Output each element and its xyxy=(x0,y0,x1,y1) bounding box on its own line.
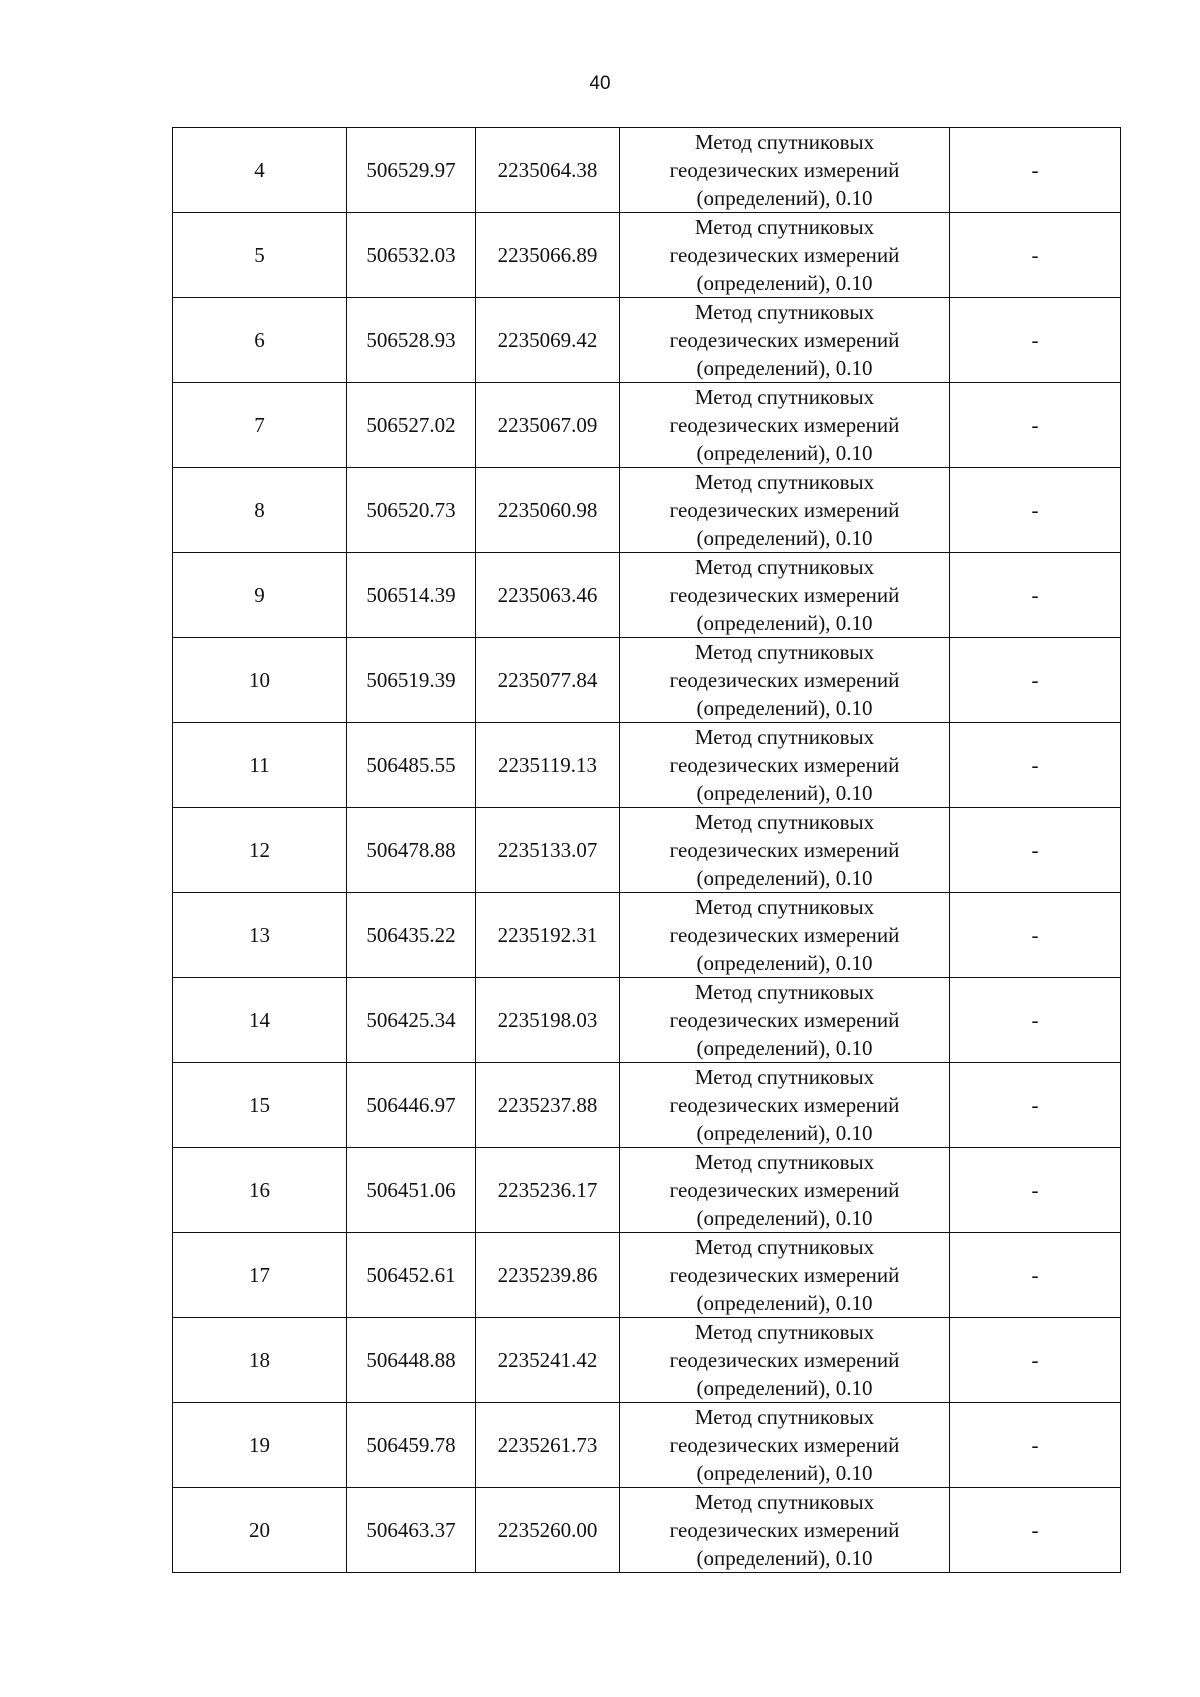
method-line-1: Метод спутниковых xyxy=(694,1405,875,1429)
method-line-3: (определений), 0.10 xyxy=(696,611,873,635)
x-coordinate-cell: 506529.97 xyxy=(347,128,476,213)
method-cell xyxy=(620,1148,950,1233)
point-number-cell: 17 xyxy=(173,1233,347,1318)
method-line-2: геодезических измерений xyxy=(669,923,900,947)
method-line-1: Метод спутниковых xyxy=(694,895,875,919)
y-coordinate-cell: 2235237.88 xyxy=(476,1063,620,1148)
point-number-cell: 12 xyxy=(173,808,347,893)
point-number-cell: 15 xyxy=(173,1063,347,1148)
note-cell: - xyxy=(950,1318,1121,1403)
y-coordinate-cell: 2235260.00 xyxy=(476,1488,620,1573)
method-line-3: (определений), 0.10 xyxy=(696,1291,873,1315)
table-row xyxy=(173,893,1121,978)
method-cell xyxy=(620,1063,950,1148)
method-line-3: (определений), 0.10 xyxy=(696,696,873,720)
y-coordinate-cell: 2235239.86 xyxy=(476,1233,620,1318)
note-cell: - xyxy=(950,1403,1121,1488)
method-line-3: (определений), 0.10 xyxy=(696,1036,873,1060)
note-cell: - xyxy=(950,383,1121,468)
point-number-cell: 16 xyxy=(173,1148,347,1233)
note-cell: - xyxy=(950,1063,1121,1148)
point-number-cell: 13 xyxy=(173,893,347,978)
method-cell xyxy=(620,1233,950,1318)
y-coordinate-cell: 2235063.46 xyxy=(476,553,620,638)
method-line-3: (определений), 0.10 xyxy=(696,866,873,890)
method-line-3: (определений), 0.10 xyxy=(696,441,873,465)
method-line-2: геодезических измерений xyxy=(669,328,900,352)
table-row xyxy=(173,1233,1121,1318)
table-row xyxy=(173,298,1121,383)
method-line-3: (определений), 0.10 xyxy=(696,271,873,295)
method-line-2: геодезических измерений xyxy=(669,1178,900,1202)
method-line-1: Метод спутниковых xyxy=(694,1235,875,1259)
table-row xyxy=(173,638,1121,723)
method-line-1: Метод спутниковых xyxy=(694,385,875,409)
note-cell: - xyxy=(950,723,1121,808)
method-line-3: (определений), 0.10 xyxy=(696,1546,873,1570)
x-coordinate-cell: 506463.37 xyxy=(347,1488,476,1573)
method-cell xyxy=(620,808,950,893)
table-row xyxy=(173,1148,1121,1233)
point-number-cell: 4 xyxy=(173,128,347,213)
table-row xyxy=(173,468,1121,553)
method-line-2: геодезических измерений xyxy=(669,413,900,437)
x-coordinate-cell: 506532.03 xyxy=(347,213,476,298)
method-line-2: геодезических измерений xyxy=(669,1518,900,1542)
y-coordinate-cell: 2235119.13 xyxy=(476,723,620,808)
method-cell xyxy=(620,298,950,383)
method-line-3: (определений), 0.10 xyxy=(696,1461,873,1485)
method-line-1: Метод спутниковых xyxy=(694,555,875,579)
page-number: 40 xyxy=(589,73,611,94)
table-row xyxy=(173,978,1121,1063)
coordinates-table-body xyxy=(173,128,1121,1573)
note-cell: - xyxy=(950,978,1121,1063)
y-coordinate-cell: 2235198.03 xyxy=(476,978,620,1063)
method-line-1: Метод спутниковых xyxy=(694,810,875,834)
method-cell xyxy=(620,1403,950,1488)
x-coordinate-cell: 506459.78 xyxy=(347,1403,476,1488)
x-coordinate-cell: 506485.55 xyxy=(347,723,476,808)
point-number-cell: 18 xyxy=(173,1318,347,1403)
method-line-3: (определений), 0.10 xyxy=(696,186,873,210)
point-number-cell: 6 xyxy=(173,298,347,383)
note-cell: - xyxy=(950,298,1121,383)
note-cell: - xyxy=(950,1233,1121,1318)
table-row xyxy=(173,1403,1121,1488)
table-row xyxy=(173,1318,1121,1403)
table-row xyxy=(173,213,1121,298)
method-line-1: Метод спутниковых xyxy=(694,1150,875,1174)
table-row xyxy=(173,383,1121,468)
point-number-cell: 20 xyxy=(173,1488,347,1573)
method-line-3: (определений), 0.10 xyxy=(696,951,873,975)
x-coordinate-cell: 506519.39 xyxy=(347,638,476,723)
x-coordinate-cell: 506435.22 xyxy=(347,893,476,978)
method-cell xyxy=(620,213,950,298)
method-line-2: геодезических измерений xyxy=(669,243,900,267)
method-line-2: геодезических измерений xyxy=(669,158,900,182)
table-row xyxy=(173,808,1121,893)
method-line-1: Метод спутниковых xyxy=(694,980,875,1004)
note-cell: - xyxy=(950,638,1121,723)
method-cell xyxy=(620,638,950,723)
table-row xyxy=(173,553,1121,638)
x-coordinate-cell: 506528.93 xyxy=(347,298,476,383)
x-coordinate-cell: 506514.39 xyxy=(347,553,476,638)
point-number-cell: 9 xyxy=(173,553,347,638)
method-cell xyxy=(620,553,950,638)
method-line-3: (определений), 0.10 xyxy=(696,1121,873,1145)
y-coordinate-cell: 2235261.73 xyxy=(476,1403,620,1488)
method-line-2: геодезических измерений xyxy=(669,498,900,522)
method-line-1: Метод спутниковых xyxy=(694,130,875,154)
method-line-3: (определений), 0.10 xyxy=(696,1376,873,1400)
method-line-1: Метод спутниковых xyxy=(694,470,875,494)
method-line-1: Метод спутниковых xyxy=(694,1320,875,1344)
method-cell xyxy=(620,723,950,808)
note-cell: - xyxy=(950,1148,1121,1233)
table-row xyxy=(173,1488,1121,1573)
note-cell: - xyxy=(950,128,1121,213)
note-cell: - xyxy=(950,893,1121,978)
method-cell xyxy=(620,468,950,553)
note-cell: - xyxy=(950,553,1121,638)
y-coordinate-cell: 2235066.89 xyxy=(476,213,620,298)
point-number-cell: 7 xyxy=(173,383,347,468)
coordinates-table xyxy=(172,127,1121,1573)
method-cell xyxy=(620,383,950,468)
y-coordinate-cell: 2235069.42 xyxy=(476,298,620,383)
table-row xyxy=(173,1063,1121,1148)
method-line-3: (определений), 0.10 xyxy=(696,526,873,550)
point-number-cell: 5 xyxy=(173,213,347,298)
method-line-2: геодезических измерений xyxy=(669,583,900,607)
x-coordinate-cell: 506527.02 xyxy=(347,383,476,468)
method-cell xyxy=(620,1318,950,1403)
x-coordinate-cell: 506452.61 xyxy=(347,1233,476,1318)
method-line-3: (определений), 0.10 xyxy=(696,356,873,380)
method-cell xyxy=(620,1488,950,1573)
method-line-2: геодезических измерений xyxy=(669,668,900,692)
method-line-1: Метод спутниковых xyxy=(694,300,875,324)
method-line-2: геодезических измерений xyxy=(669,1093,900,1117)
point-number-cell: 14 xyxy=(173,978,347,1063)
x-coordinate-cell: 506448.88 xyxy=(347,1318,476,1403)
y-coordinate-cell: 2235133.07 xyxy=(476,808,620,893)
x-coordinate-cell: 506425.34 xyxy=(347,978,476,1063)
point-number-cell: 8 xyxy=(173,468,347,553)
point-number-cell: 11 xyxy=(173,723,347,808)
y-coordinate-cell: 2235192.31 xyxy=(476,893,620,978)
y-coordinate-cell: 2235060.98 xyxy=(476,468,620,553)
note-cell: - xyxy=(950,468,1121,553)
method-line-1: Метод спутниковых xyxy=(694,1490,875,1514)
method-line-2: геодезических измерений xyxy=(669,1433,900,1457)
x-coordinate-cell: 506446.97 xyxy=(347,1063,476,1148)
method-line-2: геодезических измерений xyxy=(669,753,900,777)
table-row xyxy=(173,723,1121,808)
method-line-1: Метод спутниковых xyxy=(694,725,875,749)
method-cell xyxy=(620,978,950,1063)
method-line-1: Метод спутниковых xyxy=(694,215,875,239)
y-coordinate-cell: 2235067.09 xyxy=(476,383,620,468)
method-line-2: геодезических измерений xyxy=(669,1008,900,1032)
note-cell: - xyxy=(950,808,1121,893)
note-cell: - xyxy=(950,1488,1121,1573)
y-coordinate-cell: 2235241.42 xyxy=(476,1318,620,1403)
method-line-3: (определений), 0.10 xyxy=(696,781,873,805)
method-line-3: (определений), 0.10 xyxy=(696,1206,873,1230)
note-cell: - xyxy=(950,213,1121,298)
table-row xyxy=(173,128,1121,213)
method-line-1: Метод спутниковых xyxy=(694,640,875,664)
method-line-2: геодезических измерений xyxy=(669,1263,900,1287)
point-number-cell: 19 xyxy=(173,1403,347,1488)
method-line-2: геодезических измерений xyxy=(669,838,900,862)
method-line-2: геодезических измерений xyxy=(669,1348,900,1372)
y-coordinate-cell: 2235077.84 xyxy=(476,638,620,723)
y-coordinate-cell: 2235064.38 xyxy=(476,128,620,213)
y-coordinate-cell: 2235236.17 xyxy=(476,1148,620,1233)
point-number-cell: 10 xyxy=(173,638,347,723)
method-line-1: Метод спутниковых xyxy=(694,1065,875,1089)
x-coordinate-cell: 506520.73 xyxy=(347,468,476,553)
x-coordinate-cell: 506451.06 xyxy=(347,1148,476,1233)
method-cell xyxy=(620,893,950,978)
x-coordinate-cell: 506478.88 xyxy=(347,808,476,893)
method-cell xyxy=(620,128,950,213)
